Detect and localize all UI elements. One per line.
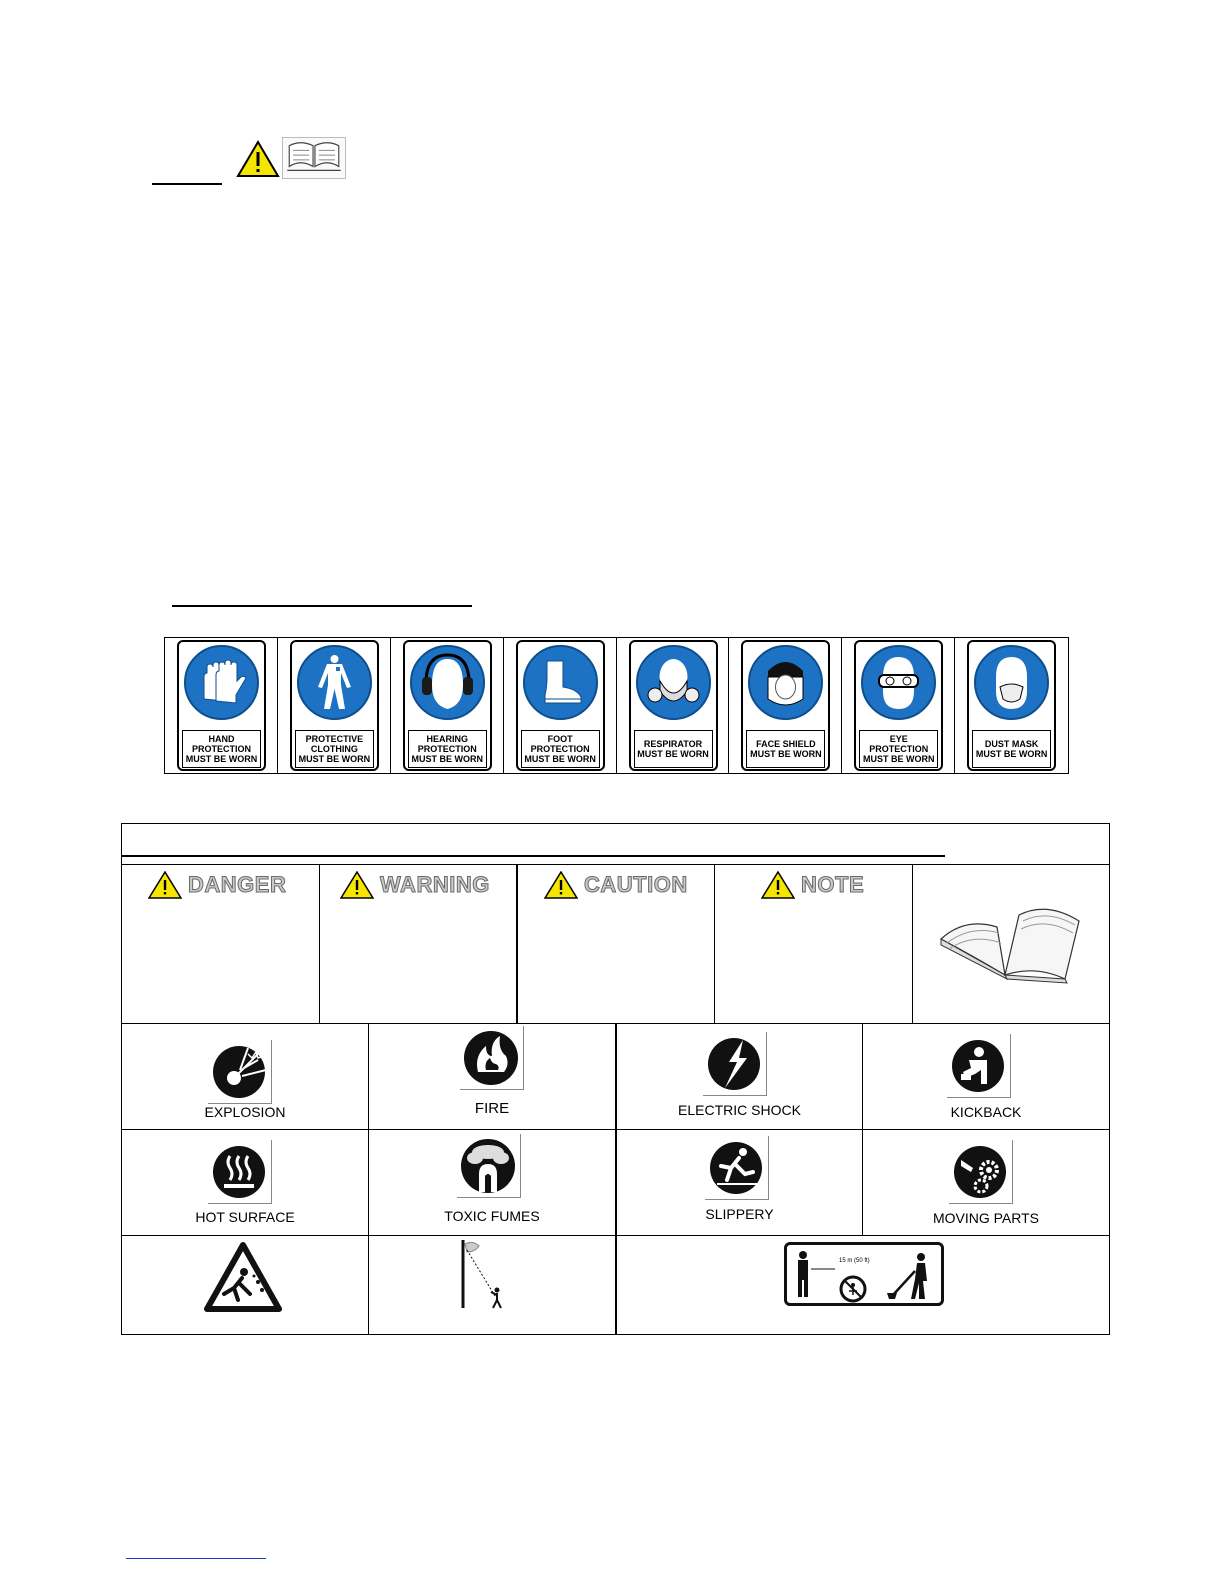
hazard-label: FIRE — [474, 1100, 510, 1117]
signal-word: WARNING — [380, 872, 490, 897]
signal-cell-warning — [320, 865, 517, 1023]
ppe-label: EYE PROTECTION MUST BE WORN — [859, 730, 938, 768]
read-manual-icon — [282, 137, 346, 179]
respirator-icon — [636, 645, 711, 720]
hazard-cell-slippery — [616, 1130, 863, 1235]
explosion-icon — [208, 1040, 272, 1104]
hazard-cell-fire — [369, 1024, 616, 1129]
ppe-sign-hand-protection — [165, 638, 278, 773]
hazard-label: TOXIC FUMES — [444, 1208, 540, 1224]
ppe-label: HAND PROTECTION MUST BE WORN — [182, 730, 261, 768]
ppe-sign-dust-mask — [955, 638, 1068, 773]
boot-icon — [523, 645, 598, 720]
ppe-label: HEARING PROTECTION MUST BE WORN — [408, 730, 487, 768]
signal-word: CAUTION — [584, 872, 688, 897]
ppe-label: DUST MASK MUST BE WORN — [972, 730, 1051, 768]
overhead-line-distance-icon — [457, 1238, 517, 1310]
signal-cell-note — [715, 865, 913, 1023]
warning-triangle-icon — [236, 140, 280, 178]
gloves-icon — [184, 645, 259, 720]
warning-triangle-icon — [148, 871, 182, 899]
hazard-cell-kickback — [863, 1024, 1109, 1129]
signal-cell-danger — [122, 865, 320, 1023]
hazard-label: HOT SURFACE — [195, 1209, 295, 1225]
hazard-label: KICKBACK — [950, 1104, 1022, 1120]
table-title-row — [122, 824, 1109, 865]
warning-triangle-icon — [761, 871, 795, 899]
distance-label: 15 m (50 ft) — [839, 1258, 870, 1264]
ppe-label: PROTECTIVE CLOTHING MUST BE WORN — [295, 730, 374, 768]
table-title-underline — [122, 855, 945, 857]
hazard-cell-moving-parts — [863, 1130, 1109, 1235]
hazard-label: MOVING PARTS — [932, 1210, 1040, 1226]
electric-shock-icon — [703, 1032, 767, 1096]
ppe-sign-eye-protection — [842, 638, 955, 773]
hot-surface-icon — [208, 1140, 272, 1204]
safe-distance-sign — [784, 1242, 944, 1306]
slippery-icon — [705, 1136, 769, 1200]
fire-icon — [460, 1026, 524, 1090]
goggles-icon — [861, 645, 936, 720]
thrown-object-warning-cell — [122, 1236, 369, 1334]
warning-triangle-icon — [544, 871, 578, 899]
warning-triangle-icon — [340, 871, 374, 899]
hazard-label: EXPLOSION — [204, 1104, 286, 1120]
ppe-label: FOOT PROTECTION MUST BE WORN — [521, 730, 600, 768]
ear-muffs-icon — [410, 645, 485, 720]
ppe-label: RESPIRATOR MUST BE WORN — [634, 730, 713, 768]
ppe-sign-face-shield — [729, 638, 842, 773]
ppe-sign-hearing-protection — [391, 638, 504, 773]
dust-mask-icon — [974, 645, 1049, 720]
face-shield-icon — [748, 645, 823, 720]
signal-cell-caution — [517, 865, 715, 1023]
overhead-line-warning-cell — [369, 1236, 616, 1334]
footer-link-underline — [126, 1558, 266, 1559]
ppe-sign-protective-clothing — [278, 638, 391, 773]
header-underline — [152, 183, 222, 185]
ppe-sign-respirator — [617, 638, 730, 773]
signal-word: DANGER — [188, 872, 287, 897]
open-book-icon — [935, 887, 1085, 987]
ppe-sign-strip — [164, 637, 1069, 774]
bystander-distance-icon — [787, 1245, 941, 1303]
safety-symbols-table — [121, 823, 1110, 1335]
signal-word: NOTE — [801, 872, 865, 897]
safe-distance-warning-cell — [616, 1236, 1109, 1334]
signal-cell-manual — [913, 865, 1109, 1023]
hazard-cell-toxic-fumes — [369, 1130, 616, 1235]
thrown-object-warning-icon — [204, 1242, 282, 1312]
ppe-label: FACE SHIELD MUST BE WORN — [746, 730, 825, 768]
ppe-section-underline — [172, 605, 472, 607]
toxic-fumes-icon — [457, 1134, 521, 1198]
hazard-label: ELECTRIC SHOCK — [678, 1102, 801, 1118]
kickback-icon — [947, 1034, 1011, 1098]
hazard-cell-hot-surface — [122, 1130, 369, 1235]
hazard-cell-electric-shock — [616, 1024, 863, 1129]
coverall-icon — [297, 645, 372, 720]
hazard-cell-explosion — [122, 1024, 369, 1129]
ppe-sign-foot-protection — [504, 638, 617, 773]
moving-parts-icon — [949, 1140, 1013, 1204]
hazard-label: SLIPPERY — [705, 1206, 774, 1222]
